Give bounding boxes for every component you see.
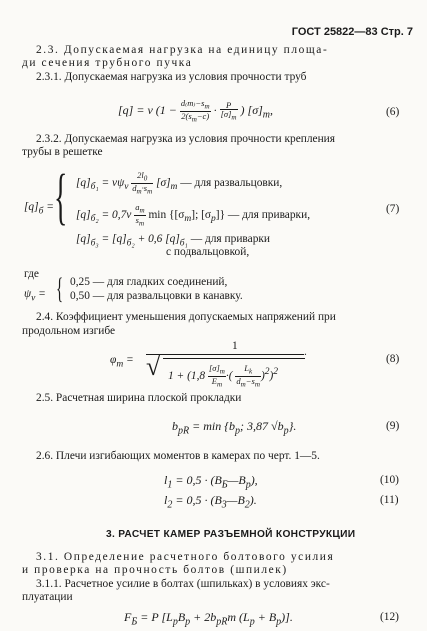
equation-11: $l_2 = 0,5$ · $(B_3—B_2)$. <box>164 493 257 511</box>
equation-6: [q] = v (1 − $\frac{d_(т_)-s_т}{2(s_т-c)}$ · $\frac{P}{[\sigma]_т}$ ) $[\sigma]_т$, <box>118 98 274 124</box>
equation-6-number: (6) <box>386 106 400 118</box>
section-3-1-title: 3.1. Определение расчетного болтового усилия <box>36 551 335 563</box>
equation-7-row-3: $[q]_{б_3} = [q]_{б_2} + 0,6$ $[q]_{б_1}$ — для приварки <box>76 233 271 249</box>
equation-7-number: (7) <box>386 203 400 215</box>
equation-7-brace: { <box>54 163 68 231</box>
equation-10-number: (10) <box>380 474 399 486</box>
equation-7-row-2: $[q]_{б_2} = 0,7v$ $\frac{a_т}{s_т}$ $\min \{[\sigma_т]$; $[\sigma_р]$} — для приварки, <box>76 202 311 228</box>
psi-row-1: 0,25 — для гладких соединений, <box>70 276 228 288</box>
equation-12-number: (12) <box>380 611 399 623</box>
equation-12: $F_Б = P$ [$L_pB_p + 2b_{pR}m$ $(L_p + B_p)$]. <box>124 610 293 628</box>
equation-7-row-1: $[q]_{б_1} = v\psi_v$ $\frac{2l_0}{d_т\cdot s_т}$ $[\sigma]_т$ — для развальцовки, <box>76 170 283 196</box>
section-2-5-title: 2.5. Расчетная ширина плоской прокладки <box>36 392 242 404</box>
section-3-1-1: 3.1.1. Расчетное усилие в болтах (шпильках) в условиях экс- <box>36 578 330 590</box>
equation-10: $l_1 = 0,5$ · $(B_Б—B_p)$, <box>164 473 258 491</box>
section-2-3-title-cont: ди сечения трубного пучка <box>22 57 193 69</box>
psi-lhs: $\psi_v$ = <box>24 288 46 304</box>
equation-11-number: (11) <box>380 494 399 506</box>
section-3-1-1-cont: плуатации <box>22 591 73 603</box>
section-3-1-title-cont: и проверка на прочность болтов (шпилек) <box>22 564 288 576</box>
equation-7-lhs: $[q]_б$ = <box>24 201 54 217</box>
where-label: где <box>24 268 39 280</box>
section-2-4-title-cont: продольном изгибе <box>22 325 116 337</box>
section-2-3-2: 2.3.2. Допускаемая нагрузка из условия прочности крепления <box>36 133 336 145</box>
section-2-6-title: 2.6. Плечи изгибающих моментов в камерах по черт. 1—5. <box>36 450 320 462</box>
equation-7-row-3-cont: с подвальцовкой, <box>166 246 250 258</box>
section-2-3-2-cont: трубы в решетке <box>22 146 103 158</box>
psi-row-2: 0,50 — для развальцовки в канавку. <box>70 290 243 302</box>
psi-brace: { <box>56 272 64 305</box>
section-2-4-title: 2.4. Коэффициент уменьшения допускаемых напряжений при <box>36 311 336 323</box>
section-2-3-1: 2.3.1. Допускаемая нагрузка из условия прочности труб <box>36 71 307 83</box>
equation-9-number: (9) <box>386 420 400 432</box>
section-3-heading: 3. РАСЧЕТ КАМЕР РАЗЪЕМНОЙ КОНСТРУКЦИИ <box>106 529 356 540</box>
equation-8-number: (8) <box>386 353 400 365</box>
page-header: ГОСТ 25822—83 Стр. 7 <box>291 26 413 38</box>
equation-9: $b_{pR} = \min \{b_p$; 3,87 $√b_p$}. <box>172 419 297 437</box>
section-2-3-title: 2.3. Допускаемая нагрузка на единицу площа- <box>36 44 329 56</box>
